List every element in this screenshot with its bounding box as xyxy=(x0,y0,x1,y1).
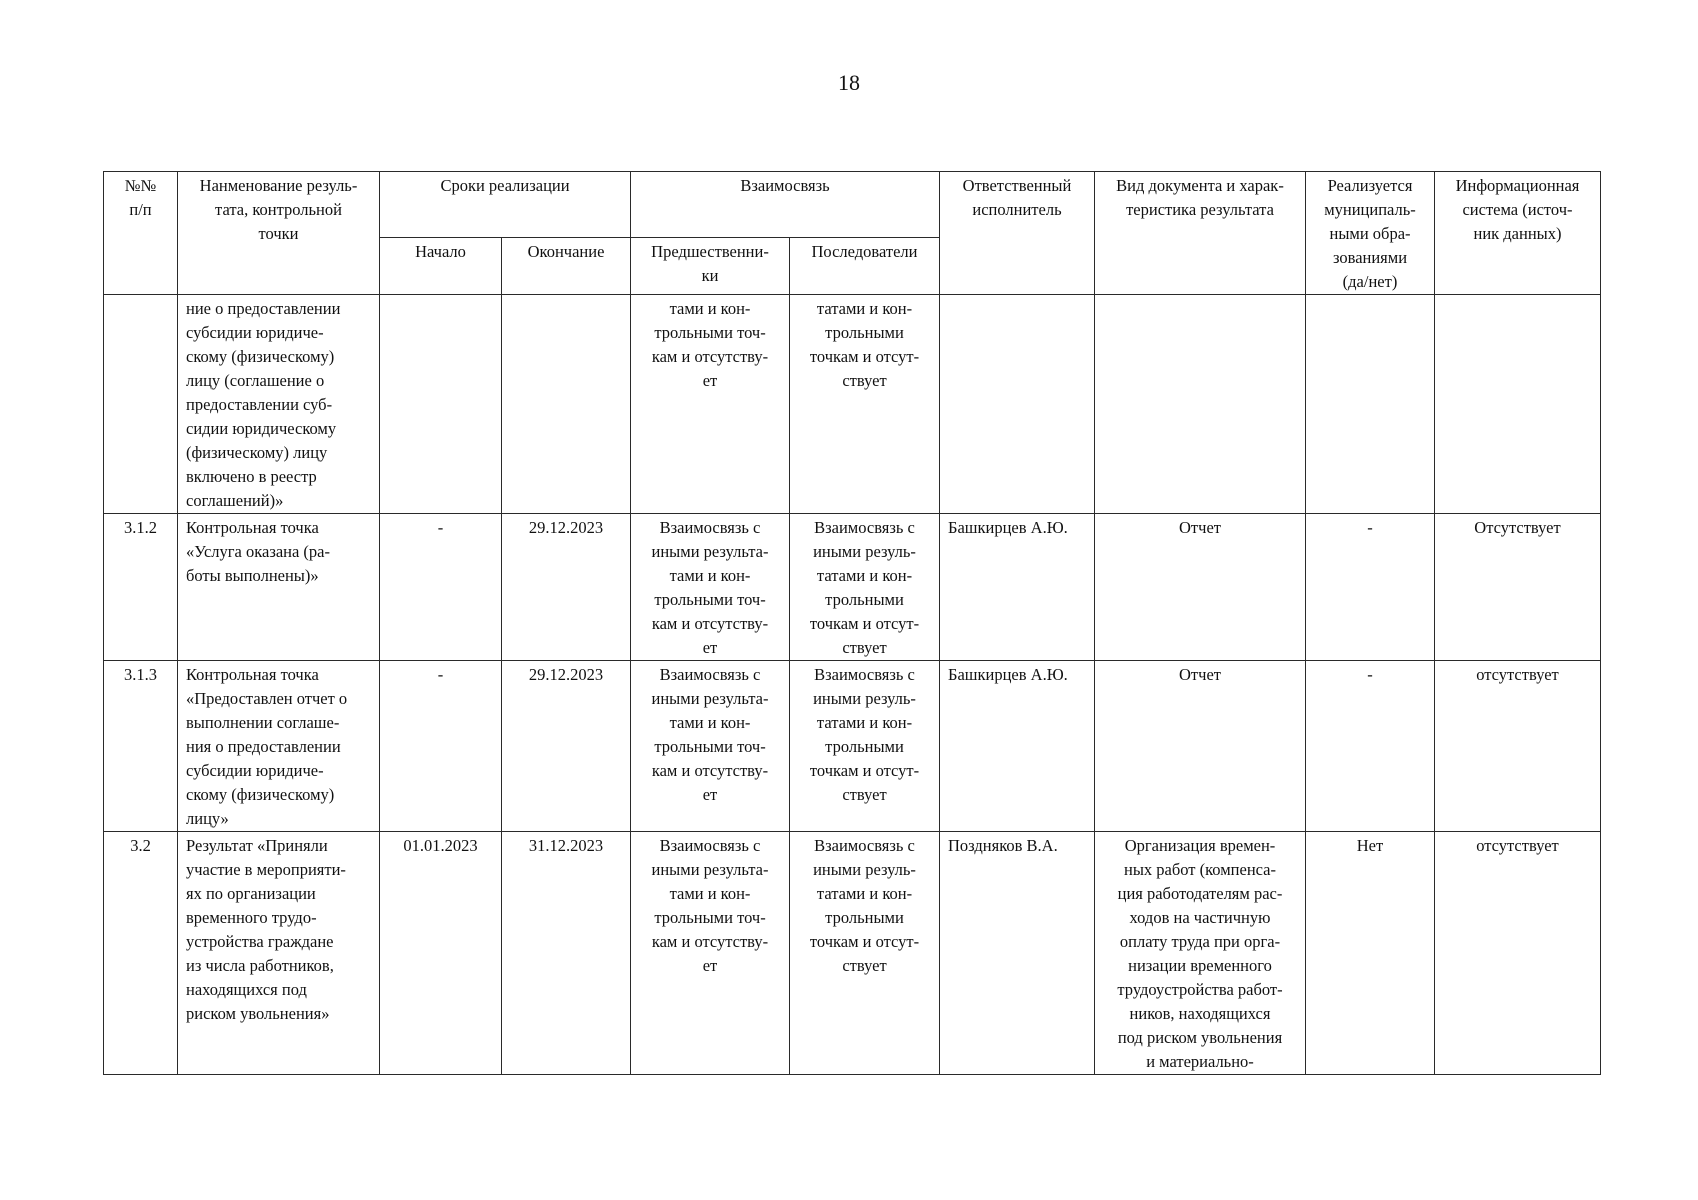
cell-responsible xyxy=(940,295,1095,514)
cell-start: 01.01.2023 xyxy=(380,832,502,1075)
cell-name: Контрольная точка «Услуга оказана (ра- боты выполнены)» xyxy=(178,514,380,661)
header-name: Нанменование резуль- тата, контрольной точки xyxy=(178,172,380,295)
table-header xyxy=(104,172,1601,295)
cell-info-system xyxy=(1435,295,1601,514)
header-info-system: Информационная система (источ- ник данных) xyxy=(1435,172,1601,295)
cell-start: - xyxy=(380,661,502,832)
header-municipal: Реализуется муниципаль- ными обра- зованиями (да/нет) xyxy=(1306,172,1435,295)
header-successors: Последователи xyxy=(790,238,940,295)
cell-responsible: Башкирцев А.Ю. xyxy=(940,514,1095,661)
cell-municipal: Нет xyxy=(1306,832,1435,1075)
cell-successors: Взаимосвязь с иными резуль- татами и кон- трольными точкам и отсут- ствует xyxy=(790,661,940,832)
table-row xyxy=(104,832,1601,1075)
table-row xyxy=(104,661,1601,832)
header-responsible: Ответственный исполнитель xyxy=(940,172,1095,295)
cell-predecessors: Взаимосвязь с иными результа- тами и кон- трольными точ- кам и отсутству- ет xyxy=(631,661,790,832)
cell-info-system: отсутствует xyxy=(1435,661,1601,832)
cell-name: ние о предоставлении субсидии юридиче- скому (физическому) лицу (соглашение о предоставлении суб- сидии юридическому (физическому) лицу включено в реестр соглашений)» xyxy=(178,295,380,514)
cell-municipal: - xyxy=(1306,514,1435,661)
header-terms: Сроки реализации xyxy=(380,172,631,238)
cell-end xyxy=(502,295,631,514)
cell-doc-type: Организация времен- ных работ (компенса- ция работодателям рас- ходов на частичную оплату труда при орга- низации временного трудоустройства работ- ников, находящихся под риском увольнения и материально- xyxy=(1095,832,1306,1075)
cell-info-system: отсутствует xyxy=(1435,832,1601,1075)
cell-doc-type: Отчет xyxy=(1095,661,1306,832)
header-num: №№ п/п xyxy=(104,172,178,295)
page-number: 18 xyxy=(838,70,860,95)
cell-start: - xyxy=(380,514,502,661)
results-table xyxy=(103,171,1601,1075)
cell-doc-type xyxy=(1095,295,1306,514)
header-start: Начало xyxy=(380,238,502,295)
cell-num: 3.1.3 xyxy=(104,661,178,832)
header-relation: Взаимосвязь xyxy=(631,172,940,238)
cell-predecessors: Взаимосвязь с иными результа- тами и кон- трольными точ- кам и отсутству- ет xyxy=(631,514,790,661)
cell-predecessors: тами и кон- трольными точ- кам и отсутству- ет xyxy=(631,295,790,514)
cell-predecessors: Взаимосвязь с иными результа- тами и кон- трольными точ- кам и отсутству- ет xyxy=(631,832,790,1075)
cell-end: 29.12.2023 xyxy=(502,661,631,832)
cell-municipal: - xyxy=(1306,661,1435,832)
header-doc-type: Вид документа и харак- теристика результата xyxy=(1095,172,1306,295)
table-row xyxy=(104,514,1601,661)
header-end: Окончание xyxy=(502,238,631,295)
cell-responsible: Башкирцев А.Ю. xyxy=(940,661,1095,832)
header-predecessors: Предшественни- ки xyxy=(631,238,790,295)
cell-successors: Взаимосвязь с иными резуль- татами и кон- трольными точкам и отсут- ствует xyxy=(790,832,940,1075)
cell-successors: татами и кон- трольными точкам и отсут- ствует xyxy=(790,295,940,514)
cell-name: Контрольная точка «Предоставлен отчет о выполнении соглаше- ния о предоставлении субсидии юридиче- скому (физическому) лицу» xyxy=(178,661,380,832)
cell-start xyxy=(380,295,502,514)
cell-successors: Взаимосвязь с иными резуль- татами и кон- трольными точкам и отсут- ствует xyxy=(790,514,940,661)
cell-municipal xyxy=(1306,295,1435,514)
cell-name: Результат «Приняли участие в мероприяти- ях по организации временного трудо- устройства граждане из числа работников, находящихся под риском увольнения» xyxy=(178,832,380,1075)
cell-responsible: Поздняков В.А. xyxy=(940,832,1095,1075)
cell-end: 29.12.2023 xyxy=(502,514,631,661)
table-row xyxy=(104,295,1601,514)
cell-num: 3.2 xyxy=(104,832,178,1075)
cell-num xyxy=(104,295,178,514)
cell-num: 3.1.2 xyxy=(104,514,178,661)
cell-end: 31.12.2023 xyxy=(502,832,631,1075)
cell-info-system: Отсутствует xyxy=(1435,514,1601,661)
cell-doc-type: Отчет xyxy=(1095,514,1306,661)
